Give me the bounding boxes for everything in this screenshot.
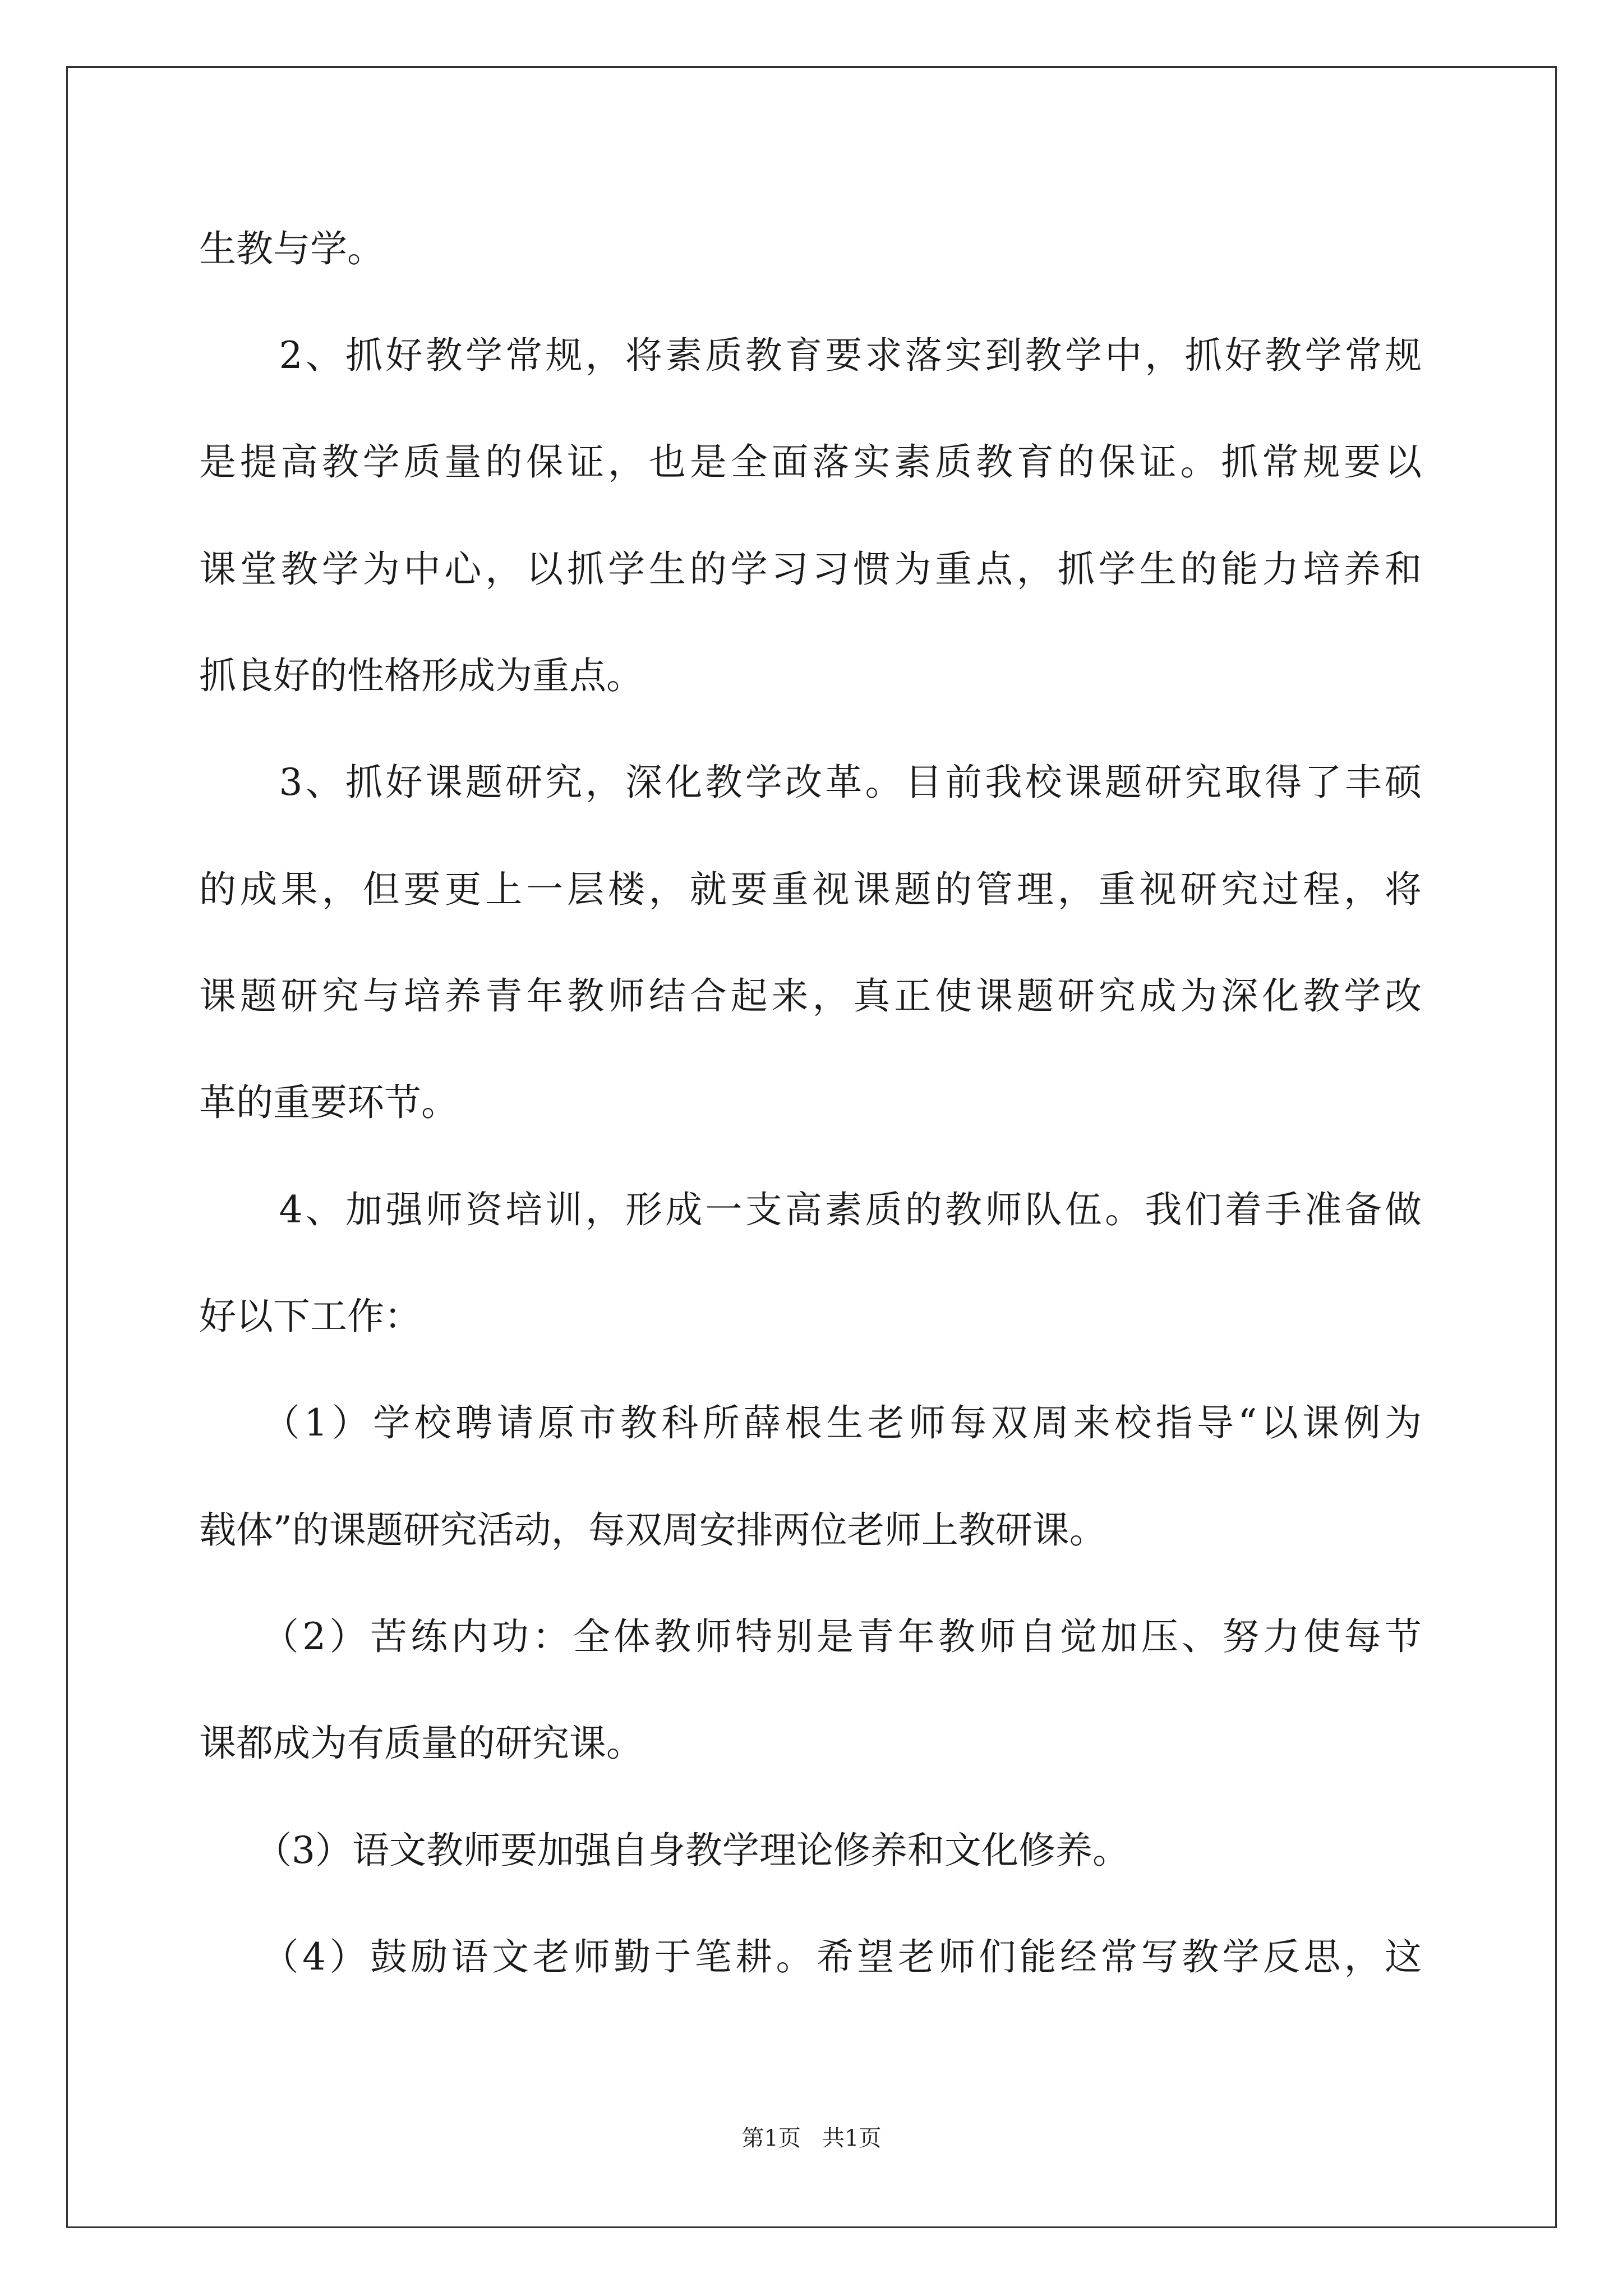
page-border bbox=[66, 66, 1557, 2228]
page-footer: 第1页 共1页 bbox=[741, 2125, 882, 2151]
text-line: 抓良好的性格形成为重点。 bbox=[199, 654, 643, 697]
text-line: 课都成为有质量的研究课。 bbox=[199, 1722, 643, 1765]
text-line: （3）语文教师要加强自身教学理论修养和文化修养。 bbox=[199, 1829, 1129, 1872]
text-line: 的成果，但要更上一层楼，就要重视课题的管理，重视研究过程，将 bbox=[199, 868, 1422, 911]
text-line: 好以下工作： bbox=[199, 1295, 421, 1338]
text-line: 3、抓好课题研究，深化教学改革。目前我校课题研究取得了丰硕 bbox=[199, 761, 1422, 804]
text-line: （1）学校聘请原市教科所薛根生老师每双周来校指导“以课例为 bbox=[199, 1401, 1422, 1444]
text-line: 课堂教学为中心，以抓学生的学习习惯为重点，抓学生的能力培养和 bbox=[199, 547, 1422, 591]
text-line: 4、加强师资培训，形成一支高素质的教师队伍。我们着手准备做 bbox=[199, 1188, 1422, 1231]
text-line: 课题研究与培养青年教师结合起来，真正使课题研究成为深化教学改 bbox=[199, 974, 1422, 1018]
text-line: 是提高教学质量的保证，也是全面落实素质教育的保证。抓常规要以 bbox=[199, 440, 1422, 484]
text-line: 2、抓好教学常规，将素质教育要求落实到教学中，抓好教学常规 bbox=[199, 334, 1422, 377]
text-line: 生教与学。 bbox=[199, 227, 384, 270]
text-line: （2）苦练内功：全体教师特别是青年教师自觉加压、努力使每节 bbox=[199, 1615, 1422, 1658]
text-line: （4）鼓励语文老师勤于笔耕。希望老师们能经常写教学反思，这 bbox=[199, 1935, 1422, 1978]
text-line: 载体”的课题研究活动，每双周安排两位老师上教研课。 bbox=[199, 1508, 1106, 1552]
text-line: 革的重要环节。 bbox=[199, 1081, 458, 1124]
